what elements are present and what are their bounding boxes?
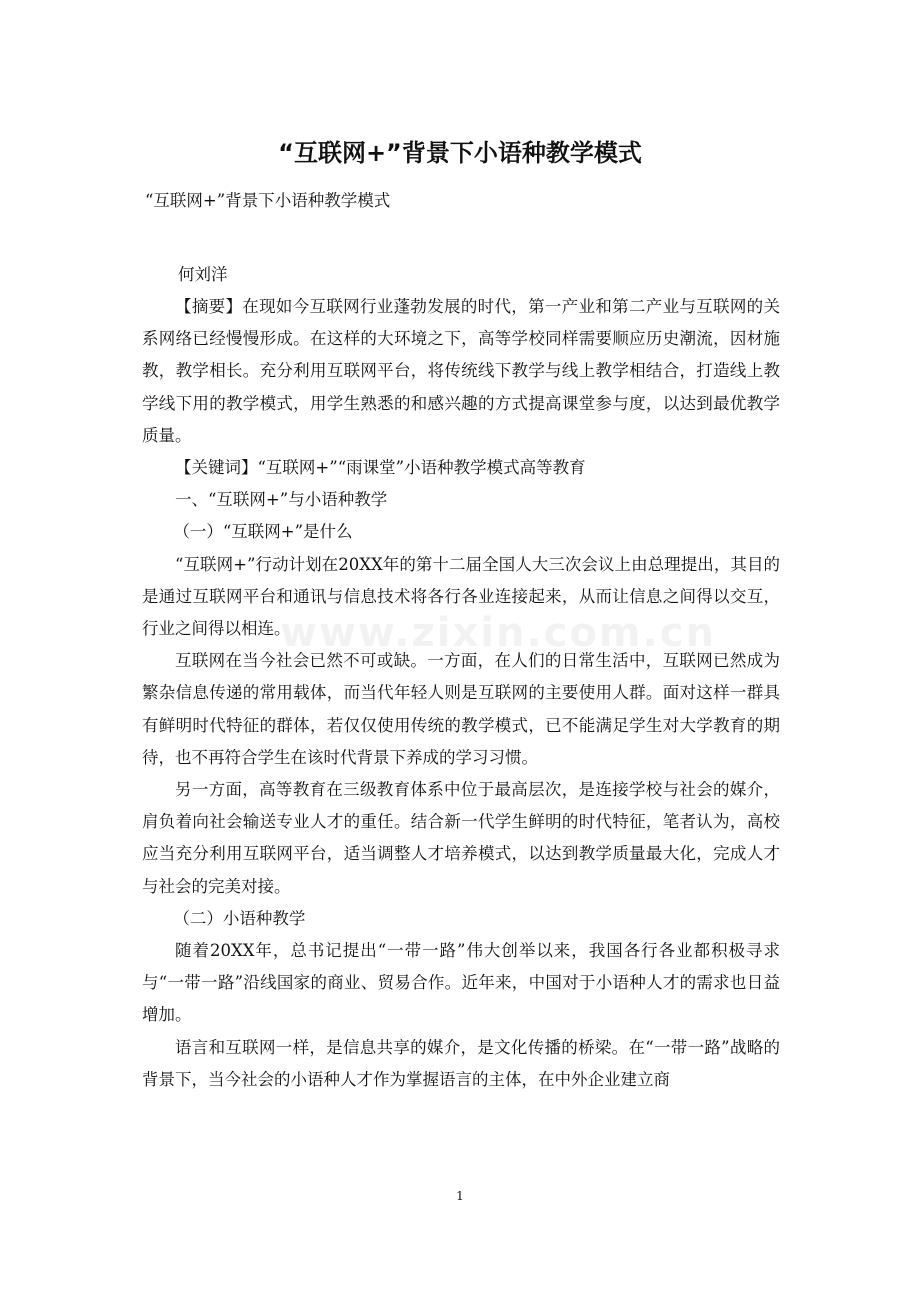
- author-name: 何刘洋: [178, 265, 228, 284]
- keywords-paragraph: 【关键词】“互联网+”“雨课堂”小语种教学模式高等教育: [175, 458, 586, 478]
- subsection-heading-1: （一）“互联网+”是什么: [173, 522, 353, 542]
- body-paragraph: 另一方面，高等教育在三级教育体系中位于最高层次，是连接学校与社会的媒介，肩负着向社会输送专业人才的重任。结合新一代学生鲜明的时代特征，笔者认为，高校应当充分利用互联网平台，适当调整人才培养模式，以达到教学质量最大化，完成人才与社会的完美对接。: [142, 780, 780, 896]
- subsection-heading-2: （二）小语种教学: [173, 908, 306, 928]
- body-paragraph: 随着20XX年，总书记提出“一带一路”伟大创举以来，我国各行各业都积极寻求与“一带一路”沿线国家的商业、贸易合作。近年来，中国对于小语种人才的需求也日益增加。: [142, 941, 780, 1025]
- section-heading-1: 一、“互联网+”与小语种教学: [175, 490, 388, 510]
- watermark: www.zixin.com.cn: [280, 610, 716, 656]
- body-paragraph: 语言和互联网一样，是信息共享的媒介，是文化传播的桥梁。在“一带一路”战略的背景下，当今社会的小语种人才作为掌握语言的主体，在中外企业建立商: [142, 1037, 780, 1089]
- document-title: “互联网+”背景下小语种教学模式: [278, 139, 642, 167]
- document-subtitle: “互联网+”背景下小语种教学模式: [145, 191, 391, 210]
- document-body: [142, 291, 780, 1096]
- body-paragraph: “互联网+”行动计划在20XX年的第十二届全国人大三次会议上由总理提出，其目的是通过互联网平台和通讯与信息技术将各行各业连接起来，从而让信息之间得以交互，行业之间得以相连。: [142, 554, 780, 639]
- body-paragraph: 互联网在当今社会已然不可或缺。一方面，在人们的日常生活中，互联网已然成为繁杂信息传递的常用载体，而当代年轻人则是互联网的主要使用人群。面对这样一群具有鲜明时代特征的群体，若仅仅使用传统的教学模式，已不能满足学生对大学教育的期待，也不再符合学生在该时代背景下养成的学习习惯。: [142, 651, 780, 767]
- abstract-paragraph: 【摘要】在现如今互联网行业蓬勃发展的时代，第一产业和第二产业与互联网的关系网络已经慢慢形成。在这样的大环境之下，高等学校同样需要顺应历史潮流，因材施教，教学相长。充分利用互联网平台，将传统线下教学与线上教学相结合，打造线上教学线下用的教学模式，用学生熟悉的和感兴趣的方式提高课堂参与度，以达到最优教学质量。: [142, 297, 780, 445]
- page-number: 1: [456, 1189, 464, 1203]
